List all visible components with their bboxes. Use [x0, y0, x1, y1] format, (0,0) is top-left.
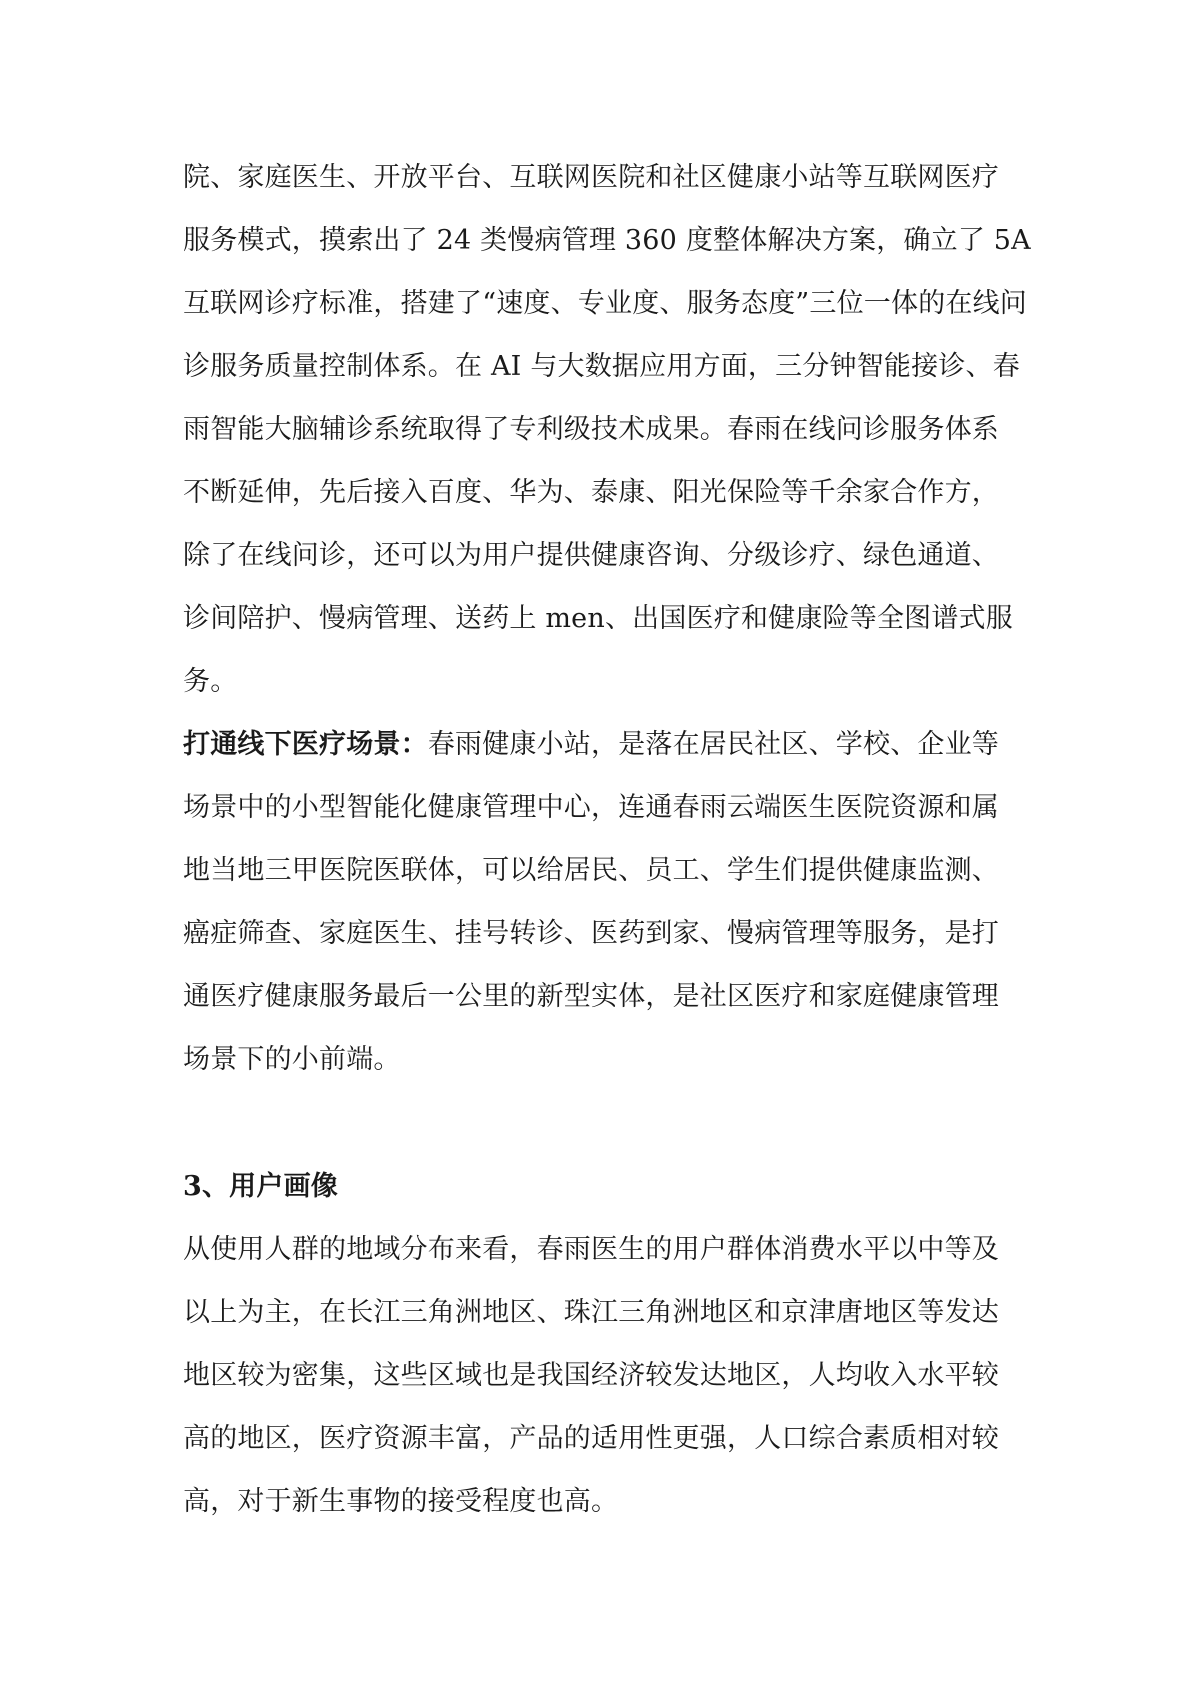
- paragraph1-line: 务。: [183, 666, 238, 697]
- paragraph1-line: 服务模式，摸索出了 24 类慢病管理 360 度整体解决方案，确立了 5A: [183, 225, 1031, 256]
- paragraph2-first-line: [183, 727, 999, 763]
- paragraph1-line: 互联网诊疗标准，搭建了“速度、专业度、服务态度”三位一体的在线问: [183, 288, 1028, 319]
- section3-line: 以上为主，在长江三角洲地区、珠江三角洲地区和京津唐地区等发达: [183, 1297, 999, 1328]
- paragraph1-line: 雨智能大脑辅诊系统取得了专利级技术成果。春雨在线问诊服务体系: [183, 414, 999, 445]
- paragraph1-line: 诊间陪护、慢病管理、送药上 men、出国医疗和健康险等全图谱式服: [183, 603, 1013, 634]
- paragraph1-line: 不断延伸，先后接入百度、华为、泰康、阳光保险等千余家合作方，: [183, 477, 999, 508]
- paragraph2-line: 地当地三甲医院医联体，可以给居民、员工、学生们提供健康监测、: [183, 855, 999, 886]
- section3-line: 高的地区，医疗资源丰富，产品的适用性更强，人口综合素质相对较: [183, 1423, 999, 1454]
- section3-line: 地区较为密集，这些区域也是我国经济较发达地区，人均收入水平较: [183, 1360, 999, 1391]
- paragraph2-bold-lead: 打通线下医疗场景：: [183, 729, 428, 760]
- section3-line: 从使用人群的地域分布来看，春雨医生的用户群体消费水平以中等及: [183, 1234, 999, 1265]
- paragraph2-line: 场景中的小型智能化健康管理中心，连通春雨云端医生医院资源和属: [183, 792, 999, 823]
- paragraph1-line: 院、家庭医生、开放平台、互联网医院和社区健康小站等互联网医疗: [183, 162, 999, 193]
- paragraph2-line: 场景下的小前端。: [183, 1044, 401, 1075]
- paragraph1-line: 诊服务质量控制体系。在 AI 与大数据应用方面，三分钟智能接诊、春: [183, 351, 1020, 382]
- paragraph2-line: 癌症筛查、家庭医生、挂号转诊、医药到家、慢病管理等服务，是打: [183, 918, 999, 949]
- paragraph2-first-line-text: 春雨健康小站，是落在居民社区、学校、企业等: [427, 729, 1000, 760]
- paragraph1-line: 除了在线问诊，还可以为用户提供健康咨询、分级诊疗、绿色通道、: [183, 540, 999, 571]
- section3-heading: 3、用户画像: [183, 1171, 338, 1202]
- paragraph2-line: 通医疗健康服务最后一公里的新型实体，是社区医疗和家庭健康管理: [183, 981, 999, 1012]
- section3-line: 高，对于新生事物的接受程度也高。: [183, 1486, 619, 1517]
